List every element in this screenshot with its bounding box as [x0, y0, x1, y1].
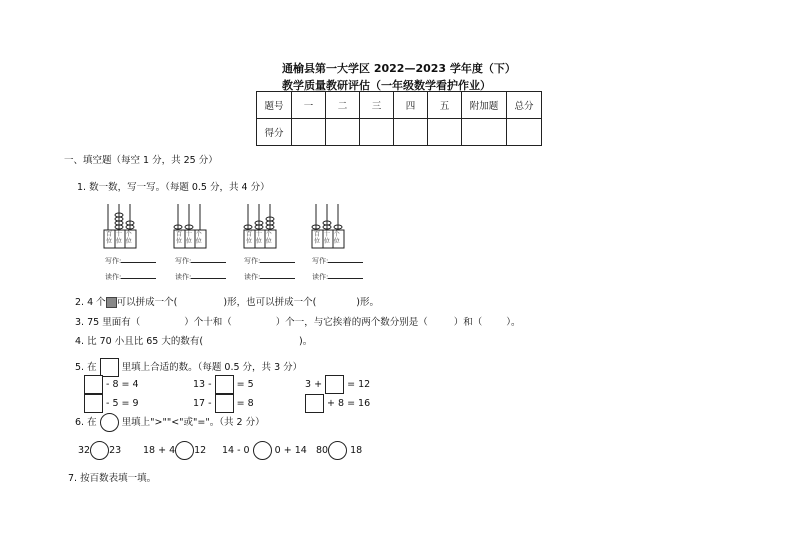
score-header-cell: 二	[326, 92, 360, 119]
compare-circle[interactable]	[90, 441, 109, 460]
q6-text: 6. 在	[75, 417, 97, 428]
compare-right: 12	[194, 445, 207, 456]
write-blank[interactable]	[328, 262, 363, 263]
q3-text: ）个十和（	[184, 317, 232, 328]
score-header-cell: 附加题	[462, 92, 507, 119]
score-cell[interactable]	[292, 119, 326, 146]
place-label: 个	[125, 231, 132, 238]
equation-text: = 8	[236, 398, 254, 409]
place-label: 百	[106, 231, 113, 238]
write-label: 写作:	[105, 257, 122, 265]
place-label: 位	[106, 238, 113, 245]
equation-text: = 5	[236, 379, 254, 390]
place-label: 位	[314, 238, 321, 245]
write-label: 写作:	[244, 257, 261, 265]
question-2	[75, 294, 379, 308]
score-cell[interactable]	[394, 119, 428, 146]
page-title: 通榆县第一大学区 2022—2023 学年度（下）	[282, 62, 516, 75]
compare-right: 18	[350, 445, 363, 456]
answer-box[interactable]	[84, 375, 103, 394]
read-label: 读作:	[312, 273, 329, 281]
score-row-label: 得分	[257, 119, 292, 146]
abacus-4-labels	[314, 231, 340, 245]
write-blank[interactable]	[121, 262, 156, 263]
q5-item-1	[84, 375, 139, 394]
q6-item-2	[143, 441, 206, 460]
q2-text: )形。	[356, 297, 380, 308]
q6-item-4	[316, 441, 362, 460]
compare-circle[interactable]	[328, 441, 347, 460]
score-header-cell: 一	[292, 92, 326, 119]
read-blank[interactable]	[260, 278, 295, 279]
equation-text: - 5 = 9	[106, 398, 139, 409]
read-label: 读作:	[105, 273, 122, 281]
answer-box[interactable]	[215, 394, 234, 413]
q5-item-3	[305, 375, 370, 394]
place-label: 位	[185, 238, 192, 245]
write-row-1	[105, 256, 156, 266]
score-header-cell: 五	[428, 92, 462, 119]
place-label: 位	[176, 238, 183, 245]
q6-text: 里填上">""<"或"="。（共 2 分）	[121, 417, 265, 428]
place-label: 百	[176, 231, 183, 238]
abacus-1-labels	[106, 231, 132, 245]
place-label: 位	[115, 238, 122, 245]
place-label: 个	[195, 231, 202, 238]
score-cell[interactable]	[360, 119, 394, 146]
q3-text: ）。	[506, 317, 521, 328]
place-label: 百	[246, 231, 253, 238]
place-label: 位	[265, 238, 272, 245]
answer-circle	[100, 413, 119, 432]
score-cell[interactable]	[507, 119, 542, 146]
q4-text: )。	[299, 336, 313, 347]
q6-item-3	[222, 441, 307, 460]
page-subtitle: 教学质量教研评估（一年级数学看护作业）	[282, 79, 491, 92]
square-block-icon	[106, 297, 117, 308]
score-header-row	[257, 92, 542, 119]
compare-left: 18 + 4	[143, 445, 176, 456]
question-1: 1. 数一数，写一写。（每题 0.5 分，共 4 分）	[77, 182, 270, 193]
q5-text: 里填上合适的数。（每题 0.5 分，共 3 分）	[121, 362, 303, 373]
question-3	[75, 314, 521, 328]
equation-text: 17 -	[193, 398, 212, 409]
equation-text: 13 -	[193, 379, 212, 390]
q4-text: 4. 比 70 小且比 65 大的数有(	[75, 336, 204, 347]
write-row-4	[312, 256, 363, 266]
q5-item-5	[193, 394, 254, 413]
question-4	[75, 333, 312, 347]
write-label: 写作:	[312, 257, 329, 265]
answer-box[interactable]	[215, 375, 234, 394]
equation-text: - 8 = 4	[106, 379, 139, 390]
read-blank[interactable]	[328, 278, 363, 279]
q6-item-1	[78, 441, 121, 460]
abacus-2-labels	[176, 231, 202, 245]
read-row-4	[312, 272, 363, 282]
place-label: 位	[246, 238, 253, 245]
answer-box[interactable]	[84, 394, 103, 413]
q5-item-2	[193, 375, 254, 394]
compare-circle[interactable]	[175, 441, 194, 460]
score-header-cell: 三	[360, 92, 394, 119]
read-blank[interactable]	[121, 278, 156, 279]
place-label: 位	[195, 238, 202, 245]
score-input-row	[257, 119, 542, 146]
score-cell[interactable]	[462, 119, 507, 146]
write-blank[interactable]	[260, 262, 295, 263]
read-label: 读作:	[175, 273, 192, 281]
write-blank[interactable]	[191, 262, 226, 263]
answer-box[interactable]	[325, 375, 344, 394]
place-label: 个	[265, 231, 272, 238]
score-cell[interactable]	[428, 119, 462, 146]
place-label: 十	[185, 231, 192, 238]
read-row-3	[244, 272, 295, 282]
write-row-2	[175, 256, 226, 266]
q3-text: ）个一，与它挨着的两个数分别是（	[275, 317, 428, 328]
compare-left: 32	[78, 445, 91, 456]
equation-text: 3 +	[305, 379, 323, 390]
abacus-3-labels	[246, 231, 272, 245]
compare-right: 23	[109, 445, 122, 456]
read-label: 读作:	[244, 273, 261, 281]
place-label: 位	[255, 238, 262, 245]
place-label: 十	[323, 231, 330, 238]
read-blank[interactable]	[191, 278, 226, 279]
equation-text: = 12	[347, 379, 371, 390]
write-label: 写作:	[175, 257, 192, 265]
question-7: 7. 按百数表填一填。	[68, 473, 157, 484]
place-label: 位	[333, 238, 340, 245]
q3-text: ）和（	[453, 317, 483, 328]
q2-text: 可以拼成一个(	[116, 297, 178, 308]
read-row-2	[175, 272, 226, 282]
place-label: 个	[333, 231, 340, 238]
score-header-cell: 四	[394, 92, 428, 119]
score-header-cell: 总分	[507, 92, 542, 119]
q5-item-6	[305, 394, 370, 413]
compare-right: 0 + 14	[274, 445, 307, 456]
compare-circle[interactable]	[253, 441, 272, 460]
q3-text: 3. 75 里面有（	[75, 317, 141, 328]
answer-box[interactable]	[305, 394, 324, 413]
write-row-3	[244, 256, 295, 266]
q5-text: 5. 在	[75, 362, 97, 373]
compare-left: 80	[316, 445, 329, 456]
q5-item-4	[84, 394, 139, 413]
section-heading: 一、填空题（每空 1 分，共 25 分）	[64, 155, 218, 166]
place-label: 位	[323, 238, 330, 245]
score-table	[256, 91, 542, 146]
read-row-1	[105, 272, 156, 282]
place-label: 十	[255, 231, 262, 238]
q2-text: 2. 4 个	[75, 297, 106, 308]
place-label: 十	[115, 231, 122, 238]
q2-text: )形，也可以拼成一个(	[223, 297, 317, 308]
compare-left: 14 - 0	[222, 445, 250, 456]
score-cell[interactable]	[326, 119, 360, 146]
equation-text: + 8 = 16	[327, 398, 371, 409]
place-label: 位	[125, 238, 132, 245]
question-6	[75, 413, 265, 432]
place-label: 百	[314, 231, 321, 238]
score-header-cell: 题号	[257, 92, 292, 119]
